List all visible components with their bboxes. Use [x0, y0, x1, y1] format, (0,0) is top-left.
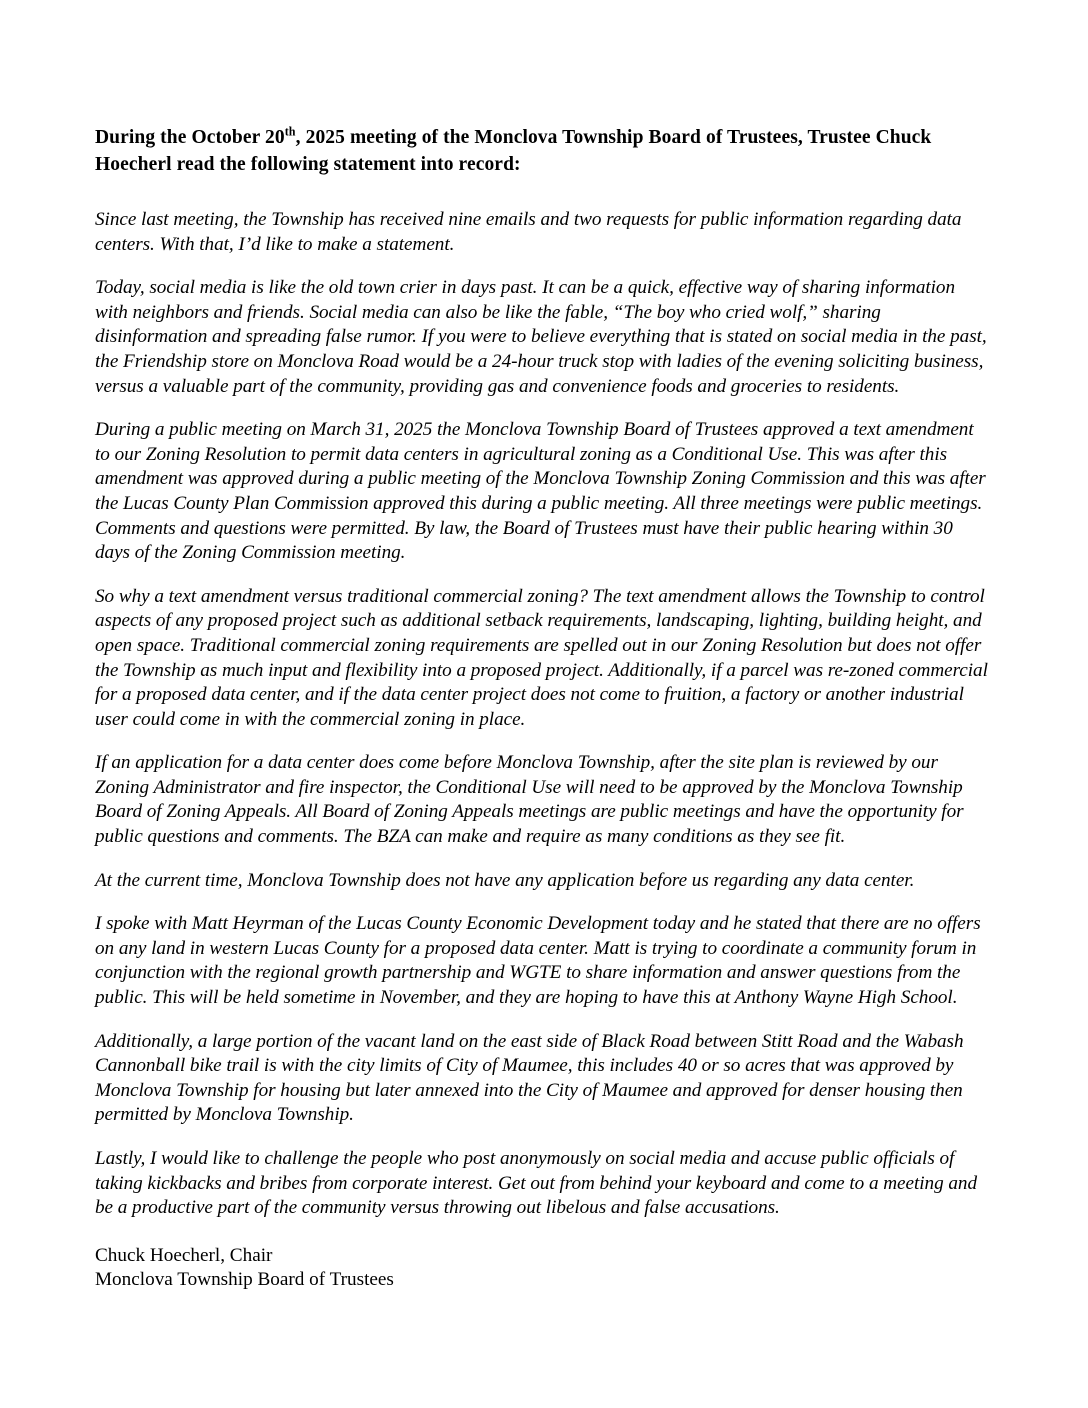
heading-spacer — [95, 178, 991, 208]
statement-paragraph-7: I spoke with Matt Heyrman of the Lucas County Economic Development today and he stated that there are no offers on any land in western Lucas County for a proposed data center. Matt is trying to coordinate a community forum in conjunction with the regional growth partnership and WGTE to share information and answer questions from the public. This will be held sometime in November, and they are hoping to have this at Anthony Wayne High School. — [95, 913, 981, 1009]
statement-paragraph-4: So why a text amendment versus traditional commercial zoning? The text amendment allows the Township to control aspects of any proposed project such as additional setback requirements, landscaping, lighting, building height, and open space. Traditional commercial zoning requirements are spelled out in our Zoning Resolution but does not offer the Township as much input and flexibility into a proposed project. Additionally, if a parcel was re-zoned commercial for a proposed data center, and if the data center project does not come to fruition, a factory or another industrial user could come in with the commercial zoning in place. — [95, 585, 988, 730]
heading-text-suffix: , 2025 meeting of the Monclova Township Board of Trustees, Trustee Chuck Hoecherl read the following statement into record: — [95, 127, 932, 175]
signature-block — [95, 1244, 991, 1293]
heading-text-prefix: During the October 20 — [95, 127, 285, 148]
paragraph-spacer — [95, 1011, 991, 1030]
signature-spacer — [95, 1221, 991, 1244]
statement-paragraph-2: Today, social media is like the old town crier in days past. It can be a quick, effective way of sharing information with neighbors and friends. Social media can also be like the fable, “The boy who cried wolf,” sharing disinformation and spreading false rumor. If you were to believe everything that is stated on social media in the past, the Friendship store on Monclova Road would be a 24-hour truck stop with ladies of the evening soliciting business, versus a valuable part of the community, providing gas and convenience foods and groceries to residents. — [95, 277, 987, 397]
paragraph-spacer — [95, 893, 991, 912]
statement-paragraph-3: During a public meeting on March 31, 2025 the Monclova Township Board of Trustees approved a text amendment to our Zoning Resolution to permit data centers in agricultural zoning as a Conditional Use. This was after this amendment was approved during a public meeting of the Monclova Township Zoning Commission and this was after the Lucas County Plan Commission approved this during a public meeting. All three meetings were public meetings. Comments and questions were permitted. By law, the Board of Trustees must have their public hearing within 30 days of the Zoning Commission meeting. — [95, 419, 986, 564]
paragraph-spacer — [95, 399, 991, 418]
heading-ordinal-suffix: th — [284, 124, 296, 139]
signature-name: Chuck Hoecherl, Chair — [95, 1244, 273, 1266]
statement-paragraph-8: Additionally, a large portion of the vacant land on the east side of Black Road between Stitt Road and the Wabash Cannonball bike trail is with the city limits of City of Maumee, this includes 40 or so acres that was approved by Monclova Township for housing but later annexed into the City of Maumee and approved for denser housing then permitted by Monclova Township. — [95, 1030, 964, 1126]
signature-organization: Monclova Township Board of Trustees — [95, 1269, 394, 1291]
paragraph-spacer — [95, 850, 991, 869]
statement-paragraph-1: Since last meeting, the Township has received nine emails and two requests for public information regarding data centers. With that, I’d like to make a statement. — [95, 209, 962, 255]
page-title — [95, 124, 991, 178]
paragraph-spacer — [95, 1128, 991, 1147]
document-body — [95, 124, 991, 1293]
statement-paragraph-6: At the current time, Monclova Township does not have any application before us regarding any data center. — [95, 869, 915, 891]
paragraph-spacer — [95, 732, 991, 751]
statement-paragraph-9: Lastly, I would like to challenge the people who post anonymously on social media and accuse public officials of taking kickbacks and bribes from corporate interest. Get out from behind your keyboard and come to a meeting and be a productive part of the community versus throwing out libelous and false accusations. — [95, 1148, 977, 1219]
paragraph-spacer — [95, 257, 991, 276]
statement-paragraph-5: If an application for a data center does come before Monclova Township, after the site plan is reviewed by our Zoning Administrator and fire inspector, the Conditional Use will need to be approved by the Monclova Township Board of Zoning Appeals. All Board of Zoning Appeals meetings are public meetings and have the opportunity for public questions and comments. The BZA can make and require as many conditions as they see fit. — [95, 752, 964, 848]
paragraph-spacer — [95, 566, 991, 585]
